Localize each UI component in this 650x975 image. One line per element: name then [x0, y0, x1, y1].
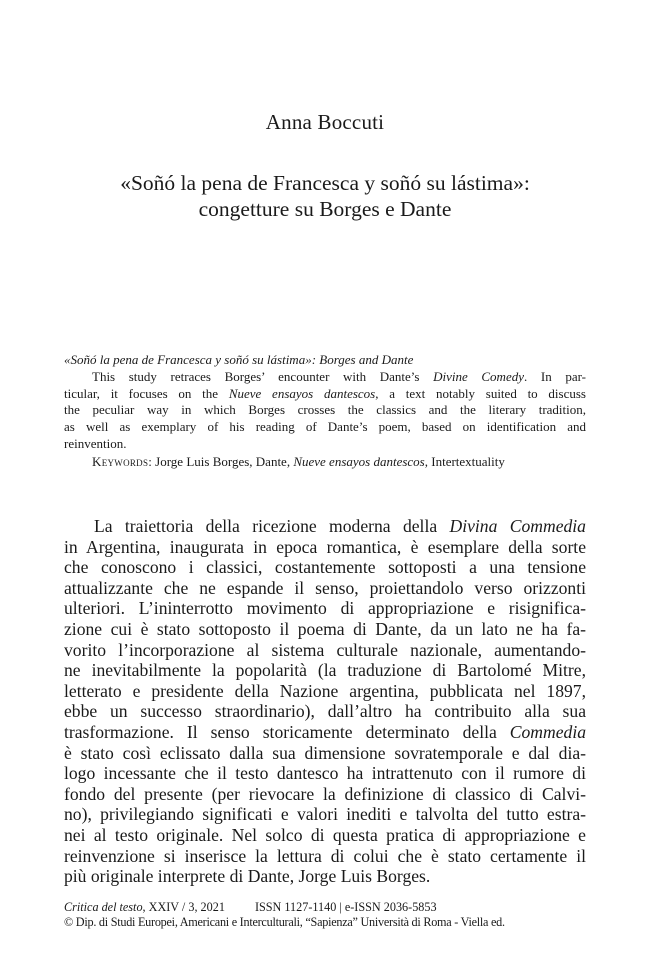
- text: no), privilegiando significati e valori inediti e talvolta del tutto estra-: [64, 804, 586, 825]
- keywords-list-a: : Jorge Luis Borges, Dante,: [148, 453, 294, 469]
- text-line: [64, 578, 586, 599]
- abstract-title: «Soñó la pena de Francesca y soñó su lástima»: Borges and Dante: [64, 352, 414, 367]
- text: . In par-: [524, 368, 586, 384]
- text: zione cui è stato sottoposto il poema di Dante, da un lato ne ha fa-: [64, 618, 586, 639]
- text: reinvenzione si inserisce la lettura di colui che è stato certamente il: [64, 845, 586, 866]
- text: , a text notably suited to discuss: [375, 385, 586, 401]
- text: vorito l’incorporazione al sistema culturale nazionale, aumentando-: [64, 639, 586, 660]
- text: letterato e presidente della Nazione argentina, pubblicata nel 1897,: [64, 680, 586, 701]
- journal-issue: , XXIV / 3, 2021: [142, 900, 225, 914]
- text-line: [64, 419, 586, 436]
- journal-name: Critica del testo: [64, 900, 143, 914]
- text: reinvention.: [64, 435, 127, 451]
- text-line: [64, 598, 586, 619]
- text-line: [64, 763, 586, 784]
- text: più originale interprete di Dante, Jorge Luis Borges.: [64, 866, 431, 887]
- text-line: [64, 386, 586, 403]
- text: as well as exemplary of his reading of Dante’s poem, based on identification and: [64, 419, 586, 435]
- text: La traiettoria della ricezione moderna della: [94, 516, 450, 536]
- footer-citation: [64, 900, 586, 915]
- title-line-1: «Soñó la pena de Francesca y soñó su lástima»:: [120, 171, 530, 195]
- text-line: [64, 436, 586, 453]
- article-title: [62, 170, 588, 222]
- journal-issn: ISSN 1127-1140 | e-ISSN 2036-5853: [254, 900, 437, 914]
- text-line: [64, 681, 586, 702]
- italic-text: Nueve ensayos dantescos: [228, 385, 376, 401]
- keywords-label: Keywords: [92, 453, 149, 469]
- keywords-list-b: Nueve ensayos dantescos: [293, 453, 425, 469]
- text: trasformazione. Il senso storicamente determinato della: [64, 721, 510, 742]
- text: ulteriori. L’ininterrotto movimento di appropriazione e risignifica-: [64, 598, 586, 619]
- abstract: [64, 352, 586, 471]
- body-paragraph: [64, 516, 586, 887]
- text-line: [64, 369, 586, 386]
- footer: [64, 900, 586, 930]
- text: ticular, it focuses on the: [64, 385, 229, 401]
- italic-text: Commedia: [509, 721, 586, 742]
- text: attualizzante che ne espande il senso, proiettandolo verso orizzonti: [64, 577, 586, 598]
- text-line: [64, 619, 586, 640]
- text: che conoscono i classici, costantemente sottoposti a una tensione: [64, 557, 586, 578]
- italic-text: Divina Commedia: [449, 516, 586, 536]
- text-line: [64, 660, 586, 681]
- text: ebbe un successo straordinario), dall’altro ha contribuito alla sua: [64, 701, 586, 722]
- text-line: [64, 722, 586, 743]
- text: the peculiar way in which Borges crosses the classics and the literary tradition,: [64, 402, 586, 418]
- text: è stato così eclissato dalla sua dimensione sovratemporale e dal dia-: [64, 742, 586, 763]
- text-line: [64, 743, 586, 764]
- text-line: [64, 825, 586, 846]
- abstract-body: [64, 369, 586, 453]
- author-name: Anna Boccuti: [265, 110, 385, 134]
- keywords: [64, 454, 586, 471]
- text: This study retraces Borges’ encounter with Dante’s: [92, 368, 434, 384]
- title-line-2: congetture su Borges e Dante: [198, 197, 452, 221]
- footer-copyright: © Dip. di Studi Europei, Americani e Interculturali, “Sapienza” Università di Roma - Viella ed.: [64, 915, 505, 929]
- text-line: [64, 866, 586, 887]
- text-line: [64, 804, 586, 825]
- text: in Argentina, inaugurata in epoca romantica, è esemplare della sorte: [64, 536, 586, 557]
- text-line: [64, 402, 586, 419]
- text: ne inevitabilmente la popolarità (la traduzione di Bartolomé Mitre,: [64, 660, 586, 681]
- keywords-list-c: , Intertextuality: [424, 453, 505, 469]
- text-line: [64, 557, 586, 578]
- text: logo incessante che il testo dantesco ha intrattenuto con il rumore di: [64, 763, 586, 784]
- text-line: [64, 640, 586, 661]
- text-line: [64, 846, 586, 867]
- text-line: [64, 784, 586, 805]
- text-line: [64, 701, 586, 722]
- text-line: [64, 537, 586, 558]
- text-line: [64, 516, 586, 537]
- text: fondo del presente (per rievocare la definizione di classico di Calvi-: [64, 783, 586, 804]
- italic-text: Divine Comedy: [433, 368, 524, 384]
- text: nei al testo originale. Nel solco di questa pratica di appropriazione e: [64, 824, 586, 845]
